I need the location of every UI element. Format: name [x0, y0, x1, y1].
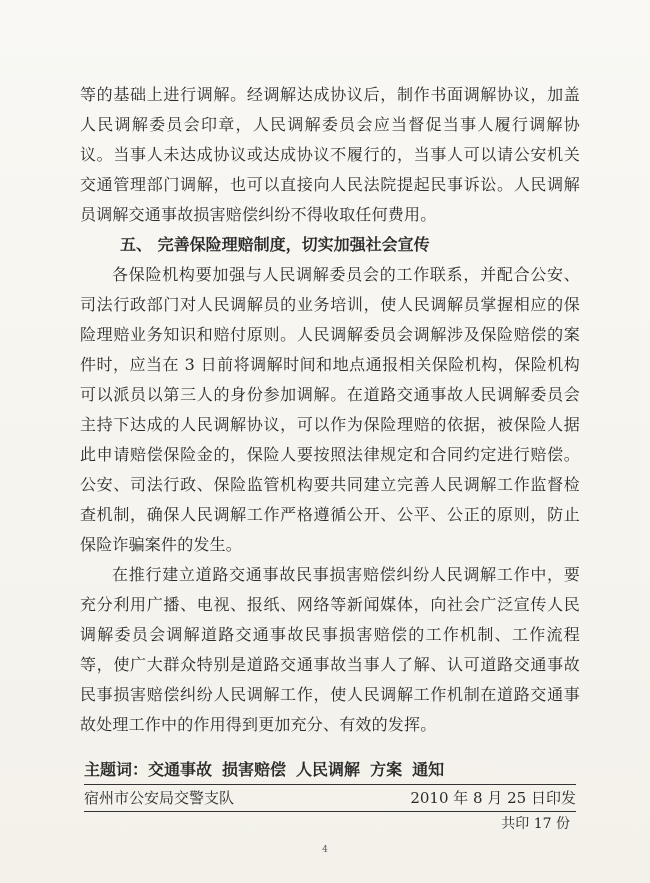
- paragraph-publicity: 在推行建立道路交通事故民事损害赔偿纠纷人民调解工作中，要充分利用广播、电视、报纸、网络等新闻媒体，向社会广泛宣传人民调解委员会调解道路交通事故民事损害赔偿的工作机制、工作流程等，使广大群众特别是道路交通事故当事人了解、认可道路交通事故民事损害赔偿纠纷人民调解工作，使人民调解工作机制在道路交通事故处理工作中的作用得到更加充分、有效的发挥。: [80, 565, 580, 734]
- subject-label: 主题词：: [84, 760, 149, 779]
- document-body: [80, 80, 580, 740]
- issuer-name: 宿州市公安局交警支队: [84, 789, 235, 807]
- print-copies: 共印 17 份: [501, 816, 570, 832]
- paragraph-insurance: 各保险机构要加强与人民调解委员会的工作联系，并配合公安、司法行政部门对人民调解员的业务培训，使人民调解员掌握相应的保险理赔业务知识和赔付原则。人民调解委员会调解涉及保险赔偿的案件时，应当在 3 日前将调解时间和地点通报相关保险机构，保险机构可以派员以第三人的身份参加调解。在道路交通事故人民调解委员会主持下达成的人民调解协议，可以作为保险理赔的依据，被保险人据此申请赔偿保险金的，保险人要按照法律规定和合同约定进行赔偿。公安、司法行政、保险监管机构要共同建立完善人民调解工作监督检查机制，确保人民调解工作严格遵循公开、公平、公正的原则，防止保险诈骗案件的发生。: [80, 265, 580, 554]
- issue-date: 2010 年 8 月 25 日印发: [410, 789, 576, 807]
- page-number: 4: [322, 845, 328, 855]
- subject-term: 交通事故: [148, 760, 213, 779]
- section-heading-five: 五、 完善保险理赔制度，切实加强社会宣传: [120, 235, 430, 254]
- subject-term: 损害赔偿: [222, 760, 287, 779]
- document-footer: [84, 758, 576, 836]
- subject-term: 方案: [370, 760, 403, 779]
- subject-keywords-line: [84, 758, 576, 785]
- paragraph-mediation-agreement: 等的基础上进行调解。经调解达成协议后，制作书面调解协议，加盖人民调解委员会印章，人民调解委员会应当督促当事人履行调解协议。当事人未达成协议或达成协议不履行的，当事人可以请公安机关交通管理部门调解，也可以直接向人民法院提起民事诉讼。人民调解员调解交通事故损害赔偿纠纷不得收取任何费用。: [80, 85, 580, 224]
- subject-term: 通知: [412, 760, 445, 779]
- issuer-line: [84, 785, 576, 812]
- subject-term: 人民调解: [296, 760, 361, 779]
